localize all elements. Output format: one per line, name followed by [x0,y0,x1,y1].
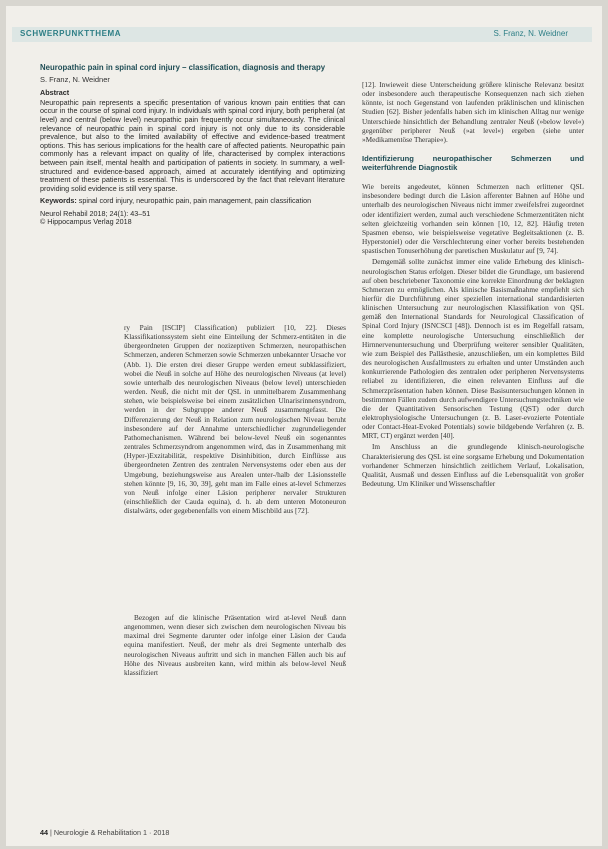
keywords-label: Keywords: [40,196,77,206]
section-label: SCHWERPUNKTTHEMA [20,29,122,38]
abstract-block [40,64,345,316]
citation-ref: Neurol Rehabil 2018; 24(1): 43–51 [40,208,151,218]
right-column [362,80,584,822]
left-paragraph-2: Bezogen auf die klinische Präsentation wird at-level Neuß dann angenommen, wenn dieser sich zwischen dem neurologischen Niveau bis maximal drei Segmente darunter oder infolge einer Läsion der Cauda equina manifestiert. Neuß, der mehr als drei Segmente unterhalb des neurologischen Niveaus auftritt und sich in manchen Fällen auch bis auf Höhe des Niveaus ausbreiten kann, wird mithin als below-level Neuß klassifiziert [124,613,346,677]
english-title: Neuropathic pain in spinal cord injury – classification, diagnosis and therapy [40,63,326,72]
journal-name: | Neurologie & Rehabilitation 1 · 2018 [50,828,170,837]
page-footer [40,828,169,837]
left-column-lower [124,613,346,825]
citation [40,210,345,227]
authors: S. Franz, N. Weidner [40,74,110,84]
right-paragraph-4: Im Anschluss an die grundlegende klinisch-neurologische Charakterisierung des QSL ist eine sorgsame Erhebung und Dokumentation vorhandener Schmerzen hinsichtlich zeitlichem Verlauf, Lokalisation, Qualität, Ausmaß und dessen Einfluss auf die Lebensqualität von großer Bedeutung. Um Kliniker und Wissenschaftler [362,442,584,489]
right-paragraph-2: Wie bereits angedeutet, können Schmerzen nach erlittener QSL insbesondere bedingt durch die Läsion afferenter Bahnen auf Höhe und unterhalb des neurologischen Niveaus nicht immer zweifelsfrei zugeordnet oder identifiziert werden, zumal auch verschiedene Schmerzentitäten nicht selten gleichzeitig vorhanden sein können [10, 12, 82]. Häufig treten Spasmen ebenso, wie beispielsweise vegetative Begleitsaktionen (z. B. Hyperstoniel) oder die Verschlechterung einer vorher bereits bestehenden spastischen Tonuserhöhung der paretischen Muskulatur auf [9, 74]. [362,182,584,256]
section-heading: Identifizierung neuropathischer Schmerzen und weiterführende Diagnostik [362,154,584,173]
left-column-upper [124,323,346,613]
keywords-text: spinal cord injury, neuropathic pain, pain management, pain classification [78,196,312,206]
journal-page [6,6,602,846]
running-head: S. Franz, N. Weidner [493,29,568,38]
page-number: 44 [40,828,48,837]
abstract-text: Neuropathic pain represents a specific presentation of various known pain entities that can occur in the course of spinal cord injury. In individuals with spinal cord injury, both peripheral (at level) and central (below level) neuropathic pain frequently occur simultaneously. The clinical relevance of neuropathic pain in spinal cord injury is not only due to its considerable prevalence, but also to the limited availability of effective and evidence-based treatment options. This has serious implications for the health care of affected patients. Neuropathic pain commonly has a relevant impact on quality of life, characterised by complex interactions between pain itself, mental health and participation of patients in society. In summary, a well-structured and evidence-based approach, aimed at accurately identifying and optimizing treatment of these patients is essential. This is underscored by the fact that relevant literature providing solid evidence is still very sparse. [40,97,345,193]
keywords [40,197,345,206]
right-paragraph-3: Demgemäß sollte zunächst immer eine valide Erhebung des klinisch-neurologischen Status erfolgen. Dieser bildet die Grundlage, um basierend auf oben beschriebener Taxonomie eine korrekte Einordnung der beklagten Schmerzen zu ermöglichen. Als klinische Basismaßnahme empfiehlt sich hierfür die Durchführung einer speziellen international standardisierten klinischen Untersuchung zur neurologischen Klassifikation von QSL gemäß den International Standards for Neurological Classification of Spinal Cord Injury (ISNCSCI [48]). Dennoch ist es im Regelfall ratsam, eine komplette neurologische Untersuchung einschließlich der Hirnnervenuntersuchung und Überprüfung weiterer sensibler Qualitäten, wie zum Beispiel des Pallästhesie, anzuschließen, um ein komplettes Bild des neurologischen Ausfallmusters zu erhalten und unter Umständen auch konkurrierende Pathologien des zentralen oder peripheren Nervensystems reliabel zu identifizieren, die einen relevanten Einfluss auf die Schmerzpräsentation haben können. Diese Basisuntersuchungen können in bestimmten Fällen zudem durch aufwendigere Untersuchungstechniken wie die der Quantitativen Sensorischen Testung (QST) oder durch elektrophysiologische Untersuchungen (z. B. Laser-evozierte Potentiale oder Contact-Heat-Evoked Potentials) sowie bildgebende Verfahren (z. B. MRT, CT) ergänzt werden [40]. [362,257,584,441]
copyright: © Hippocampus Verlag 2018 [40,217,132,227]
left-paragraph-1: ry Pain [ISCIP] Classification) publiziert [10, 22]. Dieses Klassifikationssystem sieht eine Einteilung der Schmerz-entitäten in die übergeordneten Gruppen der nozizeptiven Schmerzen, neuropathischen Schmerzen, anderen Schmerzen sowie Schmerzen unbekannter Ursache vor (Abb. 1). Die ersten drei dieser Gruppe werden erneut subklassifiziert, wobei die Neuß in solche auf Höhe des neurologischen Niveaus (at level) sowie unterhalb des neurologischen Niveaus (below level) unterschieden werden. Neuß, die nicht mit der QSL in unmittelbarem Zusammenhang stehen, wie beispielsweise bei einem zusätzlichen Ulnarisrinnensyndrom, werden in der Subgruppe anderer Neuß zusammengefasst. Die Differenzierung der Neuß in Relation zum neurologischen Niveau beruht insbesondere auf der Annahme unterschiedlicher zugrundeliegender Pathomechanismen. Während bei below-level Neuß ein sogenanntes zentrales Schmerzsyndrom angenommen wird, das in Zusammenhang mit (Hyper-)Exzitabilität, respektive Disinhibition, durch Einflüsse aus übergeordneten Zentren des zentralen Nervensystems oder eben aus der Umgebung, beziehungsweise aus Arealen unter-/halb der Läsionsstelle stehen könnte [9, 16, 30, 39], geht man im Falle eines at-level Schmerzes von Neuß infolge einer Läsion peripherer nervaler Strukturen (einschließlich der Cauda equina), d. h. ab dem unteren Motoneuron distalwärts, oder gegebenenfalls von einem Mischbild aus [72]. [124,323,346,516]
abstract-heading: Abstract [40,88,70,98]
right-paragraph-1: [12]. Inwieweit diese Unterscheidung größere klinische Relevanz besitzt oder insbesondere auch therapeutische Konsequenzen nach sich ziehen könnte, ist noch Gegenstand von laufenden präklinischen und klinischen Studien [62]. Bisher jedenfalls haben sich im klinischen Alltag nur wenige Unterschiede hinsichtlich der Behandlung zentraler Neuß (»below level«) gegenüber peripherer Neuß (»at level«) ergeben (siehe unter »Medikamentöse Therapie«). [362,80,584,144]
